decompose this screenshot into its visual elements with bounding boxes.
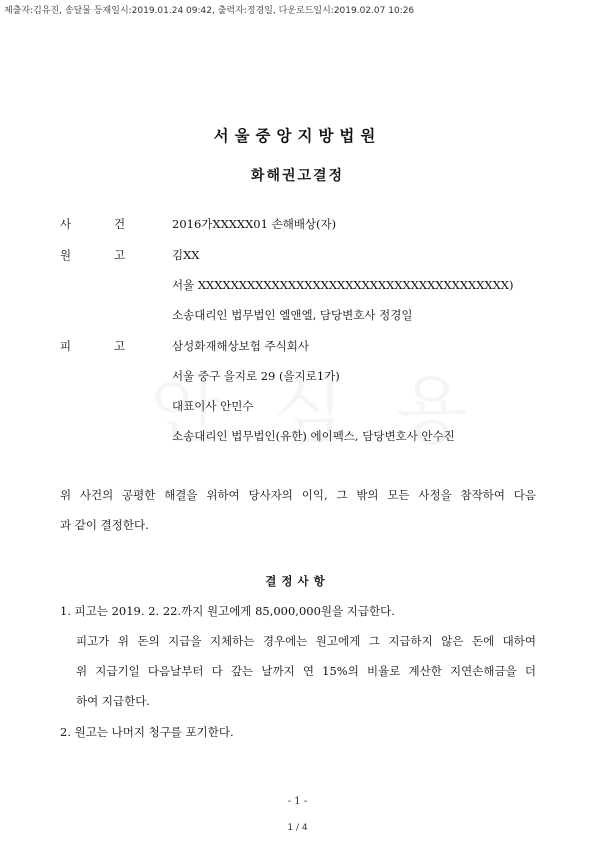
defendant-counsel: 소송대리인 법무법인(유한) 에이펙스, 담당변호사 안수진 [172, 429, 455, 443]
intro-line-1: 위 사건의 공평한 해결을 위하여 당사자의 이익, 그 밖의 모든 사정을 참작하여 다음 [60, 488, 536, 502]
intro-line-2: 과 같이 결정한다. [60, 518, 149, 532]
item-1-line-4: 하여 지급한다. [76, 694, 150, 708]
item-1-line-1: 1. 피고는 2019. 2. 22.까지 원고에게 85,000,000원을 지급한다. [60, 604, 395, 618]
item-2-line-1: 2. 원고는 나머지 청구를 포기한다. [60, 725, 234, 739]
plaintiff-label-1: 원 [60, 248, 72, 262]
case-label-1: 사 [60, 217, 72, 231]
plaintiff-label-2: 고 [114, 248, 126, 262]
page-number: - 1 - [287, 796, 308, 807]
defendant-address: 서울 중구 을지로 29 (을지로1가) [172, 369, 340, 383]
section-title: 결정사항 [265, 574, 330, 588]
defendant-label-1: 피 [60, 339, 72, 353]
case-number: 2016가XXXXX01 손해배상(자) [172, 217, 337, 231]
download-meta-line: 제출자:김유진, 송달물 등재일시:2019.01.24 09:42, 출력자:정경일, 다운로드일시:2019.02.07 10:26 [4, 6, 415, 16]
item-1-line-3: 위 지급기일 다음날부터 다 갚는 날까지 연 15%의 비율로 계산한 지연손해금을 더 [76, 664, 536, 678]
document-title: 화해권고결정 [250, 168, 345, 184]
defendant-label-2: 고 [114, 339, 126, 353]
plaintiff-address: 서울 XXXXXXXXXXXXXXXXXXXXXXXXXXXXXXXXXXXXXX) [172, 278, 514, 292]
plaintiff-counsel: 소송대리인 법무법인 엘앤엘, 담당변호사 정경일 [172, 308, 413, 322]
defendant-representative: 대표이사 안민수 [172, 399, 254, 413]
item-1-line-2: 피고가 위 돈의 지급을 지체하는 경우에는 원고에게 그 지급하지 않은 돈에 대하여 [76, 634, 536, 648]
case-label-2: 건 [114, 217, 126, 231]
plaintiff-name: 김XX [172, 248, 200, 262]
defendant-name: 삼성화재해상보험 주식회사 [172, 339, 309, 353]
page-count: 1 / 4 [287, 823, 308, 833]
court-name: 서울중앙지방법원 [213, 126, 382, 145]
